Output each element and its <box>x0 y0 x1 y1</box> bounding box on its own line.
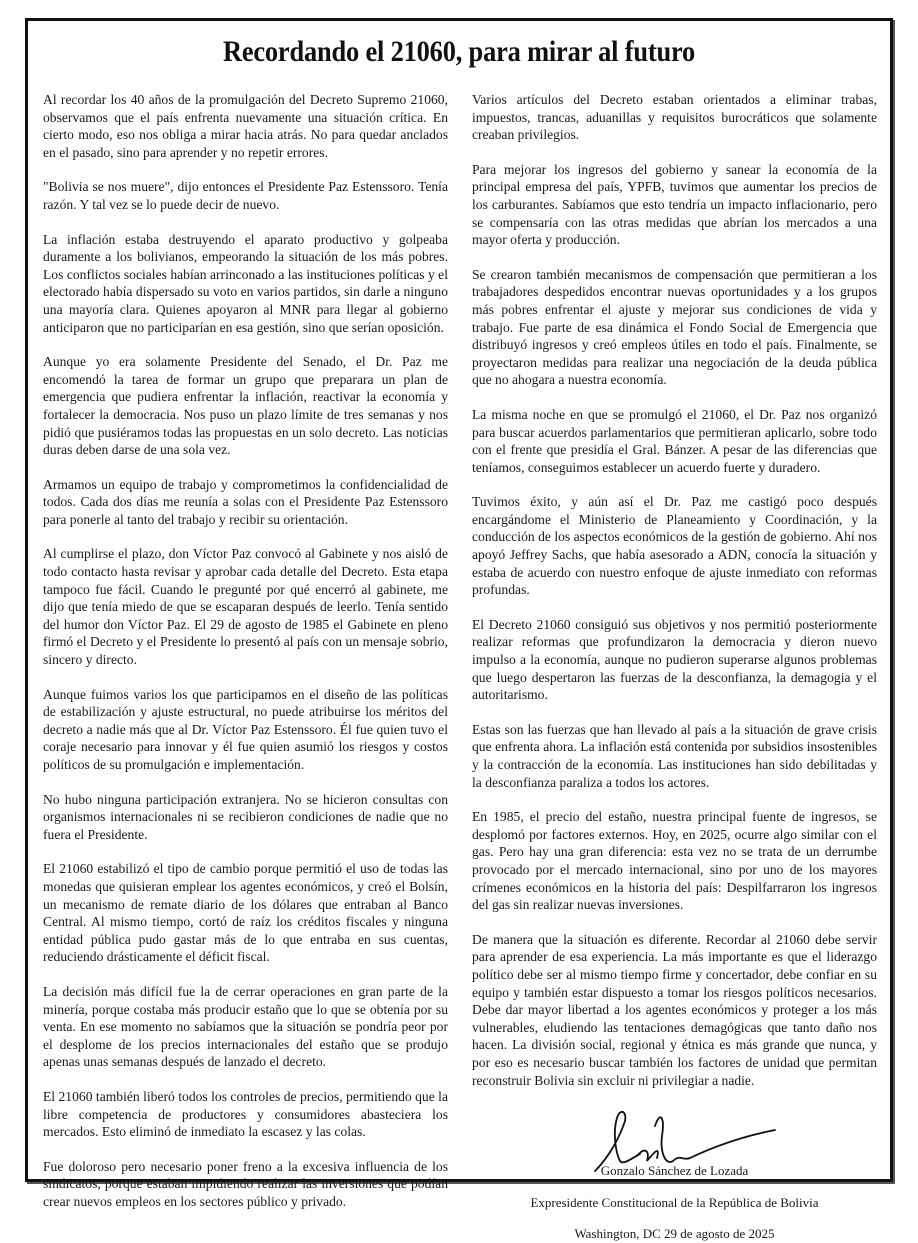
paragraph: "Bolivia se nos muere", dijo entonces el Presidente Paz Estenssoro. Tenía razón. Y tal vez se lo puede decir de nuevo. <box>43 179 448 212</box>
paragraph: Se crearon también mecanismos de compensación que permitieran a los trabajadores despedidos encontrar nuevas oportunidades y a los grupos más pobres enfrentar el ajuste y mejorar sus condiciones de vida y trabajo. Fue parte de esa dinámica el Fondo Social de Emergencia que distribuyó ingresos y creó empleos útiles en todo el país. Finalmente, se proyectaron medidas para realizar una negociación de la deuda pública que no ahogara a nuestra economía. <box>472 266 877 388</box>
paragraph: El 21060 también liberó todos los controles de precios, permitiendo que la libre competencia de productores y consumidores abasteciera los mercados. Esto eliminó de inmediato la escasez y las colas. <box>43 1088 448 1140</box>
signatory-name: Gonzalo Sánchez de Lozada <box>600 1163 749 1179</box>
paragraph: Varios artículos del Decreto estaban orientados a eliminar trabas, impuestos, trancas, aduanillas y requisitos burocráticos que solamente creaban privilegios. <box>472 92 877 143</box>
paragraph: Al cumplirse el plazo, don Víctor Paz convocó al Gabinete y nos aisló de todo contacto hasta revisar y aprobar cada detalle del Decreto. Esta etapa tampoco fue fácil. Cuando le pregunté por qué encerró al gabinete, me dijo que tenía miedo de que se escaparan después de leerlo. Tenía sentido del humor don Víctor Paz. El 29 de agosto de 1985 el Gabinete en pleno firmó el Decreto y el Presidente lo presentó al país con un mensaje sobrio, sincero y directo. <box>43 546 448 668</box>
paragraph: Para mejorar los ingresos del gobierno y sanear la economía de la principal empresa del país, YPFB, tuvimos que aumentar los precios de los carburantes. Sabíamos que esto tendría un impacto inflacionario, pero se compensaría con las otras medidas que abrían los mercados a una mayor oferta y producción. <box>472 161 877 248</box>
paragraph: Aunque yo era solamente Presidente del Senado, el Dr. Paz me encomendó la tarea de formar un grupo que preparara un plan de emergencia que pudiera enfrentar la inflación, reactivar la economía y fortalecer la democracia. Nos puso un plazo límite de tres semanas y nos pidió que pusiéramos todas las propuestas en un solo decreto. Las noticias duras deben darse de una sola vez. <box>43 354 448 458</box>
signature-block <box>472 1106 877 1243</box>
paragraph: La inflación estaba destruyendo el aparato productivo y golpeaba duramente a los bolivianos, empeorando la situación de los más pobres. Los conflictos sociales habían arrinconado a las instituciones políticas y el electorado había dispersado su voto en varios partidos, sin darle a ninguno una mayoría clara. Quienes apoyaron al MNR para llegar al gobierno anticiparon que no participarían en esa gestión, sino que serían oposición. <box>43 231 448 335</box>
paragraph: La decisión más difícil fue la de cerrar operaciones en gran parte de la minería, porque costaba más producir estaño que lo que se obtenía por su venta. En ese momento no sabíamos que la situación se pondría peor por el desplome de los precios internacionales del estaño que se produjo apenas unas semanas después de lanzado el decreto. <box>43 983 448 1070</box>
paragraph: Al recordar los 40 años de la promulgación del Decreto Supremo 21060, observamos que el país enfrenta nuevamente una situación crítica. En cierto modo, eso nos obliga a mirar hacia atrás. No para quedar anclados en el pasado, sino para aprender y no repetir errores. <box>43 92 448 160</box>
paragraph: Estas son las fuerzas que han llevado al país a la situación de grave crisis que enfrenta ahora. La inflación está contenida por subsidios insostenibles y la contracción de la economía. Las instituciones han sido debilitadas y la desconfianza paraliza a todos los actores. <box>472 721 877 790</box>
paragraph: El Decreto 21060 consiguió sus objetivos y nos permitió posteriormente realizar reformas que profundizaron la democracia y dieron nuevo impulso a la economía, aunque no pudieron superarse algunos problemas que luego despertaron las fuerzas de la desconfianza, la demagogia y el autoritarismo. <box>472 616 877 703</box>
paragraph: Aunque fuimos varios los que participamos en el diseño de las políticas de estabilización y ajuste estructural, no puede atribuirse los méritos del decreto a nadie más que al Dr. Víctor Paz Estenssoro. Él fue quien tuvo el coraje necesario para innovar y él fue quien asumió los riesgos y costos políticos de su promulgación e implementación. <box>43 686 448 772</box>
right-column <box>472 91 877 1243</box>
paragraph: No hubo ninguna participación extranjera. No se hicieron consultas con organismos internacionales ni se recibieron condiciones de nadie que no fuera el Presidente. <box>43 791 448 842</box>
paragraph: La misma noche en que se promulgó el 21060, el Dr. Paz nos organizó para buscar acuerdos parlamentarios que permitieran aplicarlo, sobre todo con el frente que presidía el Gral. Bánzer. A pesar de las diferencias que teníamos, conseguimos establecer un acuerdo fuerte y duradero. <box>472 406 877 475</box>
paragraph: Armamos un equipo de trabajo y comprometimos la confidencialidad de todos. Cada dos días me reunía a solas con el Presidente Paz Estenssoro para ponerle al tanto del trabajo y recibir su orientación. <box>43 476 448 527</box>
document-frame <box>25 18 893 1242</box>
left-column <box>43 91 448 1227</box>
signatory-role: Expresidente Constitucional de la República de Bolivia <box>530 1194 819 1210</box>
place-date: Washington, DC 29 de agosto de 2025 <box>574 1226 775 1242</box>
paragraph: El 21060 estabilizó el tipo de cambio porque permitió el uso de todas las monedas que quisieran emplear los agentes económicos, y creó el Bolsín, un mecanismo de remate diario de los dólares que entraban al Banco Central. Al mismo tiempo, cortó de raíz los créditos fiscales y ninguna entidad pública pudo gastar más de lo que entraba en sus cuentas, reduciendo drásticamente el déficit fiscal. <box>43 861 448 965</box>
paragraph: De manera que la situación es diferente. Recordar al 21060 debe servir para aprender de esa experiencia. La más importante es que el liderazgo político debe ser al mismo tiempo firme y concertador, debe confiar en su equipo y también estar dispuesto a tomar los riesgos políticos necesarios. Debe dar mayor libertad a los agentes económicos y proteger a los más vulnerables, eludiendo las tentaciones demagógicas que tanto daño nos hacen. La división social, regional y étnica es más grande que nunca, y por eso es necesario buscar también los factores de unidad que permitan reconstruir Bolivia sin excluir ni privilegiar a nadie. <box>472 931 877 1088</box>
paragraph: En 1985, el precio del estaño, nuestra principal fuente de ingresos, se desplomó por factores externos. Hoy, en 2025, ocurre algo similar con el gas. Pero hay una gran diferencia: esta vez no se trata de un derrumbe provocado por el mercado internacional, sino por uno de los mayores crímenes económicos en la historia del país: Despilfarraron los ingresos del gas sin realizar nuevas inversiones. <box>472 809 877 913</box>
paragraph: Fue doloroso pero necesario poner freno a la excesiva influencia de los sindicatos, porque estaban impidiendo realizar las inversiones que podían crear nuevos empleos en los sectores público y privado. <box>43 1158 448 1209</box>
document-title: Recordando el 21060, para mirar al futuro <box>222 35 696 68</box>
paragraph: Tuvimos éxito, y aún así el Dr. Paz me castigó poco después encargándome el Ministerio de Planeamiento y Coordinación, y la conducción de los aspectos económicos de la gestión de gobierno. Ahí nos apoyó Jeffrey Sachs, que había asesorado a ADN, conocía la situación y estaba de acuerdo con nuestro enfoque de ajuste inmediato con reformas profundas. <box>472 494 877 598</box>
